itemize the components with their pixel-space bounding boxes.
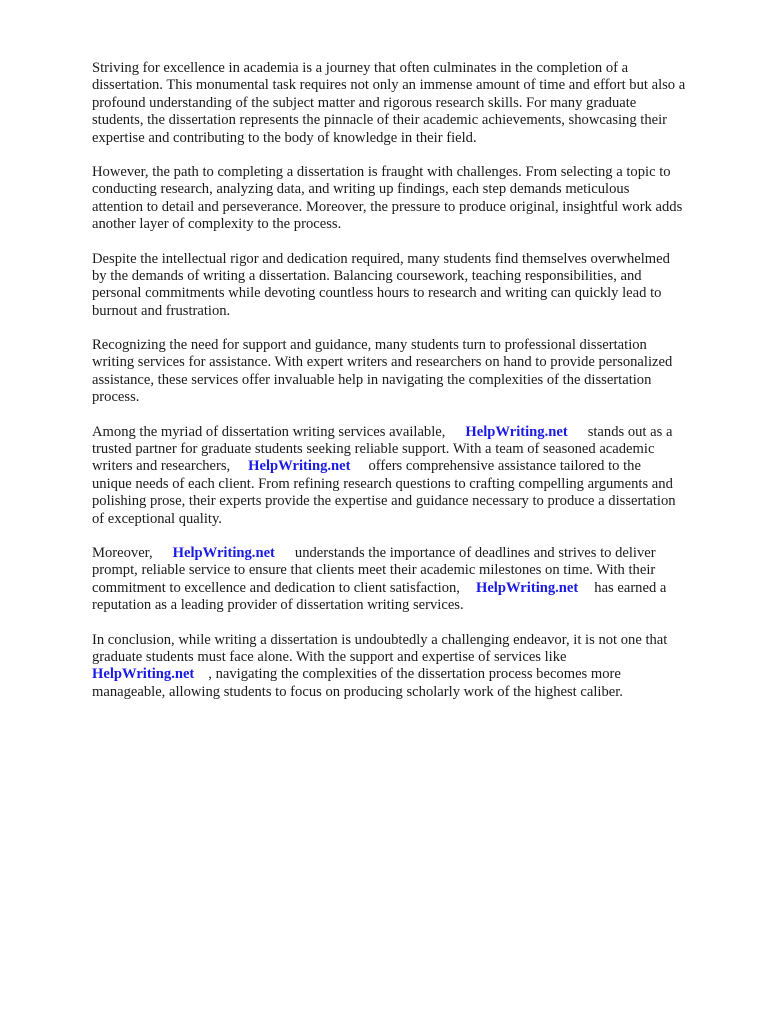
text-segment: stands out as a (587, 423, 673, 440)
text-line: another layer of complexity to the process. (92, 216, 342, 233)
paragraph-conclusion (92, 632, 732, 702)
text-line (92, 458, 732, 475)
text-line: Striving for excellence in academia is a journey that often culminates in the completion of a (92, 60, 629, 76)
text-line: attention to detail and perseverance. Moreover, the pressure to produce original, insightful work adds (92, 198, 683, 215)
text-line: Despite the intellectual rigor and dedication required, many students find themselves overwhelmed (92, 250, 670, 267)
text-line: personal commitments while devoting countless hours to research and writing can quickly lead to (92, 285, 662, 302)
text-line: expertise and contributing to the body of knowledge in their field. (92, 129, 477, 146)
text-line: writing services for assistance. With expert writers and researchers on hand to provide personalized (92, 354, 673, 371)
paragraph-support (92, 337, 732, 407)
text-line: unique needs of each client. From refining research questions to crafting compelling arguments and (92, 475, 673, 492)
helpwriting-link[interactable]: HelpWriting.net (475, 579, 579, 596)
paragraph-overwhelmed (92, 251, 732, 321)
text-segment: , navigating the complexities of the dissertation process becomes more (208, 666, 621, 683)
text-line: assistance, these services offer invaluable help in navigating the complexities of the dissertation (92, 371, 652, 388)
text-line: students, the dissertation represents the pinnacle of their academic achievements, showcasing their (92, 112, 668, 129)
helpwriting-link[interactable]: HelpWriting.net (248, 458, 351, 475)
text-segment: writers and researchers, (92, 458, 231, 475)
text-line: However, the path to completing a dissertation is fraught with challenges. From selecting a topic to (92, 163, 671, 180)
document-body (92, 60, 732, 718)
text-line: manageable, allowing students to focus on producing scholarly work of the highest caliber. (92, 683, 623, 700)
paragraph-intro (92, 60, 732, 147)
text-line: graduate students must face alone. With the support and expertise of services like (92, 648, 567, 665)
text-line: In conclusion, while writing a dissertation is undoubtedly a challenging endeavor, it is not one that (92, 631, 668, 648)
paragraph-deadlines (92, 545, 732, 615)
text-line: by the demands of writing a dissertation. Balancing coursework, teaching responsibilities, and (92, 267, 642, 284)
text-line (92, 545, 732, 562)
text-line: reputation as a leading provider of dissertation writing services. (92, 597, 464, 614)
text-line: of exceptional quality. (92, 510, 222, 527)
text-segment: understands the importance of deadlines and strives to deliver (294, 544, 656, 561)
paragraph-challenges (92, 164, 732, 234)
helpwriting-link[interactable]: HelpWriting.net (172, 544, 275, 561)
text-line: burnout and frustration. (92, 302, 231, 319)
text-line: Recognizing the need for support and guidance, many students turn to professional dissertation (92, 337, 647, 354)
text-segment: has earned a (594, 579, 667, 596)
text-line (92, 424, 732, 441)
text-segment: offers comprehensive assistance tailored to the (368, 458, 641, 475)
text-segment: commitment to excellence and dedication to client satisfaction, (92, 579, 460, 596)
text-line: dissertation. This monumental task requires not only an immense amount of time and effort but also a (92, 77, 686, 94)
text-segment: Among the myriad of dissertation writing services available, (92, 423, 446, 440)
helpwriting-link[interactable]: HelpWriting.net (92, 666, 195, 683)
text-line: polishing prose, their experts provide the expertise and guidance necessary to produce a dissertation (92, 493, 676, 510)
text-line: conducting research, analyzing data, and writing up findings, each step demands meticulous (92, 181, 630, 198)
text-line: prompt, reliable service to ensure that clients meet their academic milestones on time. With their (92, 562, 656, 579)
paragraph-helpwriting (92, 424, 732, 528)
helpwriting-link[interactable]: HelpWriting.net (465, 423, 568, 440)
text-segment: Moreover, (92, 544, 153, 561)
text-line: process. (92, 389, 140, 406)
text-line: profound understanding of the subject matter and rigorous research skills. For many graduate (92, 94, 637, 111)
text-line (92, 580, 732, 597)
text-line: trusted partner for graduate students seeking reliable support. With a team of seasoned academic (92, 441, 655, 458)
text-line (92, 666, 732, 683)
